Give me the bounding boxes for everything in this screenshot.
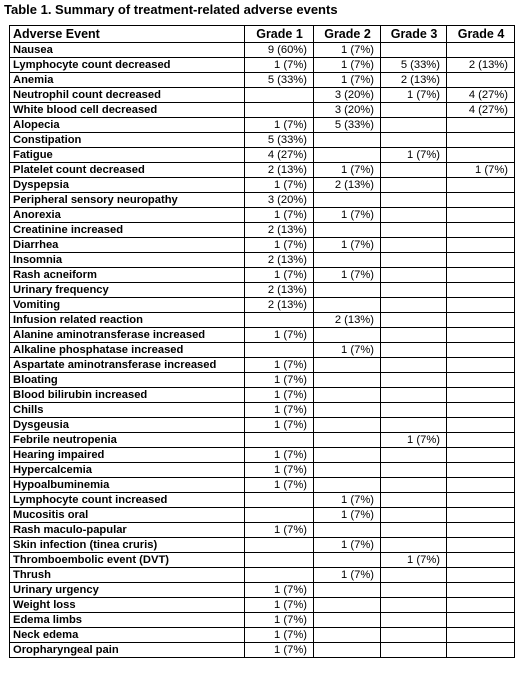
- adverse-event-cell: Aspartate aminotransferase increased: [10, 358, 245, 373]
- adverse-event-cell: Lymphocyte count decreased: [10, 58, 245, 73]
- table-row: [10, 163, 515, 178]
- grade-4-cell: [447, 523, 515, 538]
- grade-1-cell: 1 (7%): [245, 643, 314, 658]
- grade-3-cell: [381, 313, 447, 328]
- grade-1-cell: 2 (13%): [245, 283, 314, 298]
- grade-3-cell: [381, 223, 447, 238]
- grade-2-cell: 1 (7%): [314, 268, 381, 283]
- adverse-event-cell: Insomnia: [10, 253, 245, 268]
- table-row: [10, 118, 515, 133]
- grade-4-cell: [447, 598, 515, 613]
- grade-3-cell: [381, 448, 447, 463]
- grade-2-cell: [314, 388, 381, 403]
- grade-4-cell: [447, 178, 515, 193]
- adverse-event-cell: Alanine aminotransferase increased: [10, 328, 245, 343]
- adverse-event-cell: Diarrhea: [10, 238, 245, 253]
- table-row: [10, 358, 515, 373]
- table-row: [10, 253, 515, 268]
- adverse-event-cell: Alkaline phosphatase increased: [10, 343, 245, 358]
- grade-2-cell: [314, 478, 381, 493]
- adverse-events-table: [9, 25, 515, 658]
- table-row: [10, 418, 515, 433]
- table-row: [10, 193, 515, 208]
- grade-3-cell: [381, 373, 447, 388]
- grade-4-cell: [447, 538, 515, 553]
- grade-4-cell: [447, 628, 515, 643]
- grade-3-cell: 2 (13%): [381, 73, 447, 88]
- adverse-event-cell: Fatigue: [10, 148, 245, 163]
- adverse-event-cell: Anorexia: [10, 208, 245, 223]
- grade-2-cell: 1 (7%): [314, 568, 381, 583]
- grade-1-cell: 1 (7%): [245, 598, 314, 613]
- grade-1-cell: 1 (7%): [245, 418, 314, 433]
- grade-4-cell: [447, 613, 515, 628]
- adverse-event-cell: Oropharyngeal pain: [10, 643, 245, 658]
- table-row: [10, 268, 515, 283]
- adverse-event-cell: Chills: [10, 403, 245, 418]
- grade-3-cell: [381, 283, 447, 298]
- grade-4-cell: [447, 553, 515, 568]
- table-row: [10, 508, 515, 523]
- grade-1-cell: 1 (7%): [245, 358, 314, 373]
- grade-1-cell: [245, 553, 314, 568]
- grade-3-cell: [381, 538, 447, 553]
- grade-1-cell: 2 (13%): [245, 298, 314, 313]
- grade-3-cell: [381, 268, 447, 283]
- grade-3-cell: [381, 253, 447, 268]
- grade-1-cell: 1 (7%): [245, 388, 314, 403]
- grade-4-cell: [447, 208, 515, 223]
- grade-3-cell: [381, 358, 447, 373]
- grade-1-cell: 1 (7%): [245, 373, 314, 388]
- grade-4-cell: [447, 433, 515, 448]
- table-row: [10, 238, 515, 253]
- table-row: [10, 343, 515, 358]
- adverse-event-cell: Nausea: [10, 43, 245, 58]
- grade-4-cell: [447, 388, 515, 403]
- grade-2-cell: [314, 583, 381, 598]
- table-row: [10, 583, 515, 598]
- grade-4-cell: [447, 43, 515, 58]
- table-row: [10, 328, 515, 343]
- grade-3-cell: [381, 178, 447, 193]
- grade-3-cell: [381, 103, 447, 118]
- grade-4-cell: [447, 568, 515, 583]
- grade-2-cell: [314, 433, 381, 448]
- adverse-event-cell: Neutrophil count decreased: [10, 88, 245, 103]
- grade-4-cell: [447, 463, 515, 478]
- grade-2-cell: 1 (7%): [314, 493, 381, 508]
- grade-2-cell: 1 (7%): [314, 208, 381, 223]
- table-row: [10, 148, 515, 163]
- grade-1-cell: 1 (7%): [245, 478, 314, 493]
- grade-4-cell: [447, 133, 515, 148]
- grade-4-cell: 1 (7%): [447, 163, 515, 178]
- table-row: [10, 133, 515, 148]
- adverse-event-cell: Vomiting: [10, 298, 245, 313]
- adverse-event-cell: Rash acneiform: [10, 268, 245, 283]
- grade-3-cell: [381, 298, 447, 313]
- table-row: [10, 463, 515, 478]
- grade-3-cell: [381, 643, 447, 658]
- grade-4-cell: [447, 298, 515, 313]
- grade-3-cell: 5 (33%): [381, 58, 447, 73]
- grade-2-cell: 1 (7%): [314, 43, 381, 58]
- grade-1-cell: 1 (7%): [245, 583, 314, 598]
- grade-1-cell: [245, 433, 314, 448]
- grade-3-cell: [381, 508, 447, 523]
- grade-2-cell: 1 (7%): [314, 238, 381, 253]
- grade-3-cell: 1 (7%): [381, 148, 447, 163]
- grade-1-cell: 1 (7%): [245, 628, 314, 643]
- grade-2-cell: [314, 598, 381, 613]
- grade-1-cell: [245, 538, 314, 553]
- adverse-event-cell: Mucositis oral: [10, 508, 245, 523]
- grade-1-cell: 1 (7%): [245, 58, 314, 73]
- table-row: [10, 103, 515, 118]
- header-grade-3: Grade 3: [381, 26, 447, 43]
- grade-4-cell: 4 (27%): [447, 103, 515, 118]
- grade-2-cell: 1 (7%): [314, 58, 381, 73]
- grade-3-cell: [381, 418, 447, 433]
- grade-1-cell: 1 (7%): [245, 328, 314, 343]
- adverse-event-cell: Constipation: [10, 133, 245, 148]
- table-row: [10, 613, 515, 628]
- grade-3-cell: [381, 193, 447, 208]
- grade-4-cell: [447, 328, 515, 343]
- adverse-event-cell: Edema limbs: [10, 613, 245, 628]
- adverse-event-cell: Blood bilirubin increased: [10, 388, 245, 403]
- grade-3-cell: [381, 328, 447, 343]
- adverse-event-cell: Neck edema: [10, 628, 245, 643]
- grade-2-cell: [314, 448, 381, 463]
- grade-2-cell: 1 (7%): [314, 343, 381, 358]
- grade-3-cell: [381, 163, 447, 178]
- table-row: [10, 88, 515, 103]
- grade-2-cell: 3 (20%): [314, 103, 381, 118]
- adverse-event-cell: Platelet count decreased: [10, 163, 245, 178]
- grade-4-cell: [447, 583, 515, 598]
- grade-2-cell: [314, 133, 381, 148]
- grade-4-cell: 2 (13%): [447, 58, 515, 73]
- grade-1-cell: 1 (7%): [245, 268, 314, 283]
- grade-1-cell: 9 (60%): [245, 43, 314, 58]
- grade-3-cell: [381, 493, 447, 508]
- grade-4-cell: [447, 223, 515, 238]
- grade-3-cell: [381, 613, 447, 628]
- grade-1-cell: 5 (33%): [245, 73, 314, 88]
- grade-1-cell: 1 (7%): [245, 118, 314, 133]
- grade-2-cell: [314, 193, 381, 208]
- grade-4-cell: [447, 283, 515, 298]
- grade-1-cell: [245, 493, 314, 508]
- grade-2-cell: [314, 298, 381, 313]
- grade-2-cell: 1 (7%): [314, 538, 381, 553]
- table-row: [10, 388, 515, 403]
- grade-3-cell: [381, 478, 447, 493]
- adverse-event-cell: Lymphocyte count increased: [10, 493, 245, 508]
- grade-3-cell: [381, 598, 447, 613]
- table-row: [10, 223, 515, 238]
- table-row: [10, 493, 515, 508]
- grade-1-cell: 3 (20%): [245, 193, 314, 208]
- grade-3-cell: [381, 628, 447, 643]
- table-row: [10, 643, 515, 658]
- grade-4-cell: [447, 358, 515, 373]
- table-row: [10, 373, 515, 388]
- adverse-event-cell: Anemia: [10, 73, 245, 88]
- grade-3-cell: [381, 568, 447, 583]
- grade-1-cell: 1 (7%): [245, 613, 314, 628]
- adverse-event-cell: Urinary urgency: [10, 583, 245, 598]
- adverse-event-cell: Dyspepsia: [10, 178, 245, 193]
- grade-2-cell: [314, 223, 381, 238]
- grade-2-cell: [314, 463, 381, 478]
- table-body: [10, 43, 515, 658]
- grade-4-cell: [447, 448, 515, 463]
- grade-1-cell: 5 (33%): [245, 133, 314, 148]
- table-row: [10, 628, 515, 643]
- table-row: [10, 403, 515, 418]
- grade-4-cell: [447, 373, 515, 388]
- adverse-event-cell: Creatinine increased: [10, 223, 245, 238]
- grade-4-cell: [447, 73, 515, 88]
- grade-4-cell: [447, 508, 515, 523]
- grade-2-cell: [314, 553, 381, 568]
- table-header-row: [10, 26, 515, 43]
- grade-4-cell: [447, 253, 515, 268]
- grade-2-cell: 3 (20%): [314, 88, 381, 103]
- grade-2-cell: [314, 403, 381, 418]
- grade-1-cell: 4 (27%): [245, 148, 314, 163]
- grade-1-cell: 2 (13%): [245, 223, 314, 238]
- grade-2-cell: [314, 253, 381, 268]
- grade-4-cell: [447, 418, 515, 433]
- grade-3-cell: 1 (7%): [381, 553, 447, 568]
- grade-2-cell: [314, 328, 381, 343]
- grade-2-cell: 1 (7%): [314, 73, 381, 88]
- grade-1-cell: [245, 343, 314, 358]
- grade-4-cell: [447, 313, 515, 328]
- grade-2-cell: [314, 283, 381, 298]
- grade-2-cell: [314, 358, 381, 373]
- header-grade-4: Grade 4: [447, 26, 515, 43]
- grade-2-cell: [314, 628, 381, 643]
- table-row: [10, 523, 515, 538]
- adverse-event-cell: Dysgeusia: [10, 418, 245, 433]
- grade-1-cell: 1 (7%): [245, 403, 314, 418]
- grade-4-cell: [447, 118, 515, 133]
- grade-2-cell: [314, 148, 381, 163]
- adverse-event-cell: Infusion related reaction: [10, 313, 245, 328]
- grade-3-cell: [381, 208, 447, 223]
- grade-3-cell: [381, 583, 447, 598]
- grade-3-cell: [381, 463, 447, 478]
- table-row: [10, 598, 515, 613]
- grade-3-cell: [381, 43, 447, 58]
- grade-4-cell: [447, 403, 515, 418]
- grade-1-cell: 1 (7%): [245, 208, 314, 223]
- grade-4-cell: [447, 478, 515, 493]
- table-row: [10, 478, 515, 493]
- grade-4-cell: [447, 193, 515, 208]
- header-grade-1: Grade 1: [245, 26, 314, 43]
- table-caption: Table 1. Summary of treatment-related adverse events: [4, 2, 338, 17]
- table-row: [10, 58, 515, 73]
- table-row: [10, 553, 515, 568]
- grade-3-cell: 1 (7%): [381, 88, 447, 103]
- grade-1-cell: [245, 103, 314, 118]
- table-row: [10, 538, 515, 553]
- grade-2-cell: [314, 523, 381, 538]
- table-row: [10, 448, 515, 463]
- adverse-event-cell: Alopecia: [10, 118, 245, 133]
- adverse-event-cell: Peripheral sensory neuropathy: [10, 193, 245, 208]
- adverse-event-cell: Hypoalbuminemia: [10, 478, 245, 493]
- grade-2-cell: [314, 643, 381, 658]
- grade-2-cell: 2 (13%): [314, 313, 381, 328]
- table-row: [10, 298, 515, 313]
- adverse-event-cell: Hearing impaired: [10, 448, 245, 463]
- grade-4-cell: [447, 238, 515, 253]
- grade-3-cell: [381, 403, 447, 418]
- grade-4-cell: 4 (27%): [447, 88, 515, 103]
- grade-1-cell: 1 (7%): [245, 178, 314, 193]
- header-adverse-event: Adverse Event: [10, 26, 245, 43]
- adverse-event-cell: Weight loss: [10, 598, 245, 613]
- grade-3-cell: [381, 523, 447, 538]
- adverse-event-cell: Rash maculo-papular: [10, 523, 245, 538]
- table-row: [10, 178, 515, 193]
- grade-3-cell: [381, 343, 447, 358]
- table-row: [10, 73, 515, 88]
- grade-2-cell: 1 (7%): [314, 508, 381, 523]
- grade-4-cell: [447, 268, 515, 283]
- grade-4-cell: [447, 343, 515, 358]
- table-row: [10, 283, 515, 298]
- grade-1-cell: [245, 313, 314, 328]
- grade-3-cell: 1 (7%): [381, 433, 447, 448]
- adverse-event-cell: Urinary frequency: [10, 283, 245, 298]
- grade-2-cell: [314, 613, 381, 628]
- grade-1-cell: 1 (7%): [245, 238, 314, 253]
- table-row: [10, 208, 515, 223]
- table-row: [10, 43, 515, 58]
- adverse-event-cell: Skin infection (tinea cruris): [10, 538, 245, 553]
- grade-3-cell: [381, 133, 447, 148]
- grade-2-cell: [314, 418, 381, 433]
- grade-2-cell: [314, 373, 381, 388]
- table-row: [10, 313, 515, 328]
- adverse-event-cell: Thromboembolic event (DVT): [10, 553, 245, 568]
- adverse-event-cell: White blood cell decreased: [10, 103, 245, 118]
- adverse-event-cell: Febrile neutropenia: [10, 433, 245, 448]
- table-row: [10, 568, 515, 583]
- grade-3-cell: [381, 118, 447, 133]
- grade-1-cell: 1 (7%): [245, 523, 314, 538]
- table-row: [10, 433, 515, 448]
- grade-4-cell: [447, 493, 515, 508]
- adverse-event-cell: Thrush: [10, 568, 245, 583]
- grade-3-cell: [381, 238, 447, 253]
- grade-1-cell: [245, 568, 314, 583]
- grade-2-cell: 5 (33%): [314, 118, 381, 133]
- grade-1-cell: 2 (13%): [245, 253, 314, 268]
- grade-1-cell: [245, 88, 314, 103]
- grade-1-cell: 2 (13%): [245, 163, 314, 178]
- grade-2-cell: 2 (13%): [314, 178, 381, 193]
- adverse-event-cell: Hypercalcemia: [10, 463, 245, 478]
- grade-4-cell: [447, 643, 515, 658]
- grade-1-cell: 1 (7%): [245, 448, 314, 463]
- header-grade-2: Grade 2: [314, 26, 381, 43]
- grade-4-cell: [447, 148, 515, 163]
- adverse-event-cell: Bloating: [10, 373, 245, 388]
- grade-1-cell: 1 (7%): [245, 463, 314, 478]
- grade-2-cell: 1 (7%): [314, 163, 381, 178]
- grade-3-cell: [381, 388, 447, 403]
- grade-1-cell: [245, 508, 314, 523]
